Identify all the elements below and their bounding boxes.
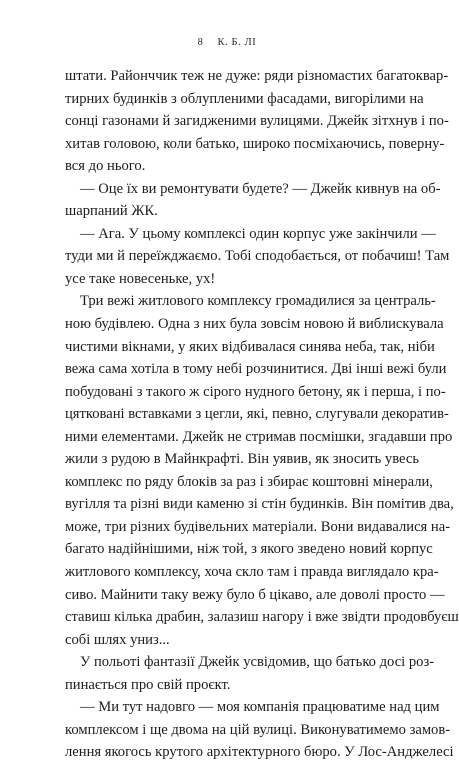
text-line: комплекс по ряду блоків за раз і збирає коштовні мінерали, — [65, 473, 433, 490]
text-line: житлового комплексу, хоча скло там і правда виглядало кра- — [65, 564, 439, 581]
body-text — [65, 65, 459, 764]
text-line: жили з рудою в Майнкрафті. Він уявив, як зносить увесь — [65, 451, 419, 468]
text-line: багато надійнішими, ніж той, з якого зведено новий корпус — [65, 541, 433, 558]
text-line: побудовані з такого ж сірого нудного бетону, як і перша, і по- — [65, 383, 446, 400]
text-line: усе таке новесеньке, ух! — [65, 270, 216, 287]
author-name: К. Б. ЛІ — [217, 37, 257, 48]
text-line: ною будівлею. Одна з них була зовсім новою й виблискувала — [65, 316, 444, 333]
text-line: ними елементами. Джейк не стримав посмішки, згадавши про — [65, 428, 453, 445]
text-line: штати. Районччик теж не дуже: ряди різномастих багатоквар- — [65, 68, 449, 84]
text-line: вся до нього. — [65, 158, 146, 175]
text-line: комплексом і ще двома на цій вулиці. Виконуватимемо замов- — [65, 721, 451, 738]
text-line: чистими вікнами, у яких відбивалася синява неба, так, ніби — [65, 338, 435, 355]
text-line: може, три різних будівельних матеріали. Вони видавалися на- — [65, 518, 451, 535]
text-line: ставиш кілька драбин, залазиш нагору і вже звідти продовбуєш — [65, 609, 459, 626]
text-line: вежа сама хотіла в тому небі розчинитися. Дві інші вежі були — [65, 361, 447, 378]
text-line: Три вежі житлового комплексу громадилися за централь- — [80, 293, 436, 310]
text-line: пинається про свій проєкт. — [65, 676, 231, 693]
text-line: вугілля та різні види каменю зі стін будинків. Він помітив два, — [65, 496, 454, 513]
text-line: У польоті фантазії Джейк усвідомив, що батько досі роз- — [80, 654, 435, 671]
text-line: тирних будинків з облупленими фасадами, вигорілими на — [65, 90, 424, 107]
text-line: собі шлях униз... — [65, 631, 170, 648]
text-line: туди ми й переїжджаємо. Тобі сподобається, от побачиш! Там — [65, 248, 450, 265]
running-head — [0, 36, 454, 50]
text-line: — Ага. У цьому комплексі один корпус уже закінчили — — [80, 225, 436, 242]
text-line: хитав головою, коли батько, широко посміхаючись, поверну- — [65, 135, 445, 152]
text-line: цятковані вставками з цегли, які, певно, слугували декоратив- — [65, 406, 449, 423]
text-line: лення якогось крутого архітектурного бюро. У Лос-Анджелесі — [65, 744, 454, 761]
text-line: — Оце їх ви ремонтувати будете? — Джейк кивнув на об- — [80, 180, 441, 197]
text-line: шарпаний ЖК. — [65, 203, 158, 220]
page-number: 8 — [197, 37, 204, 48]
text-line: — Ми тут надовго — моя компанія працюватиме над цим — [80, 699, 440, 716]
text-line: сонці газонами й загидженими вулицями. Джейк зітхнув і по- — [65, 113, 449, 130]
text-line: сиво. Майнити таку вежу було б цікаво, але доволі просто — — [65, 586, 445, 603]
